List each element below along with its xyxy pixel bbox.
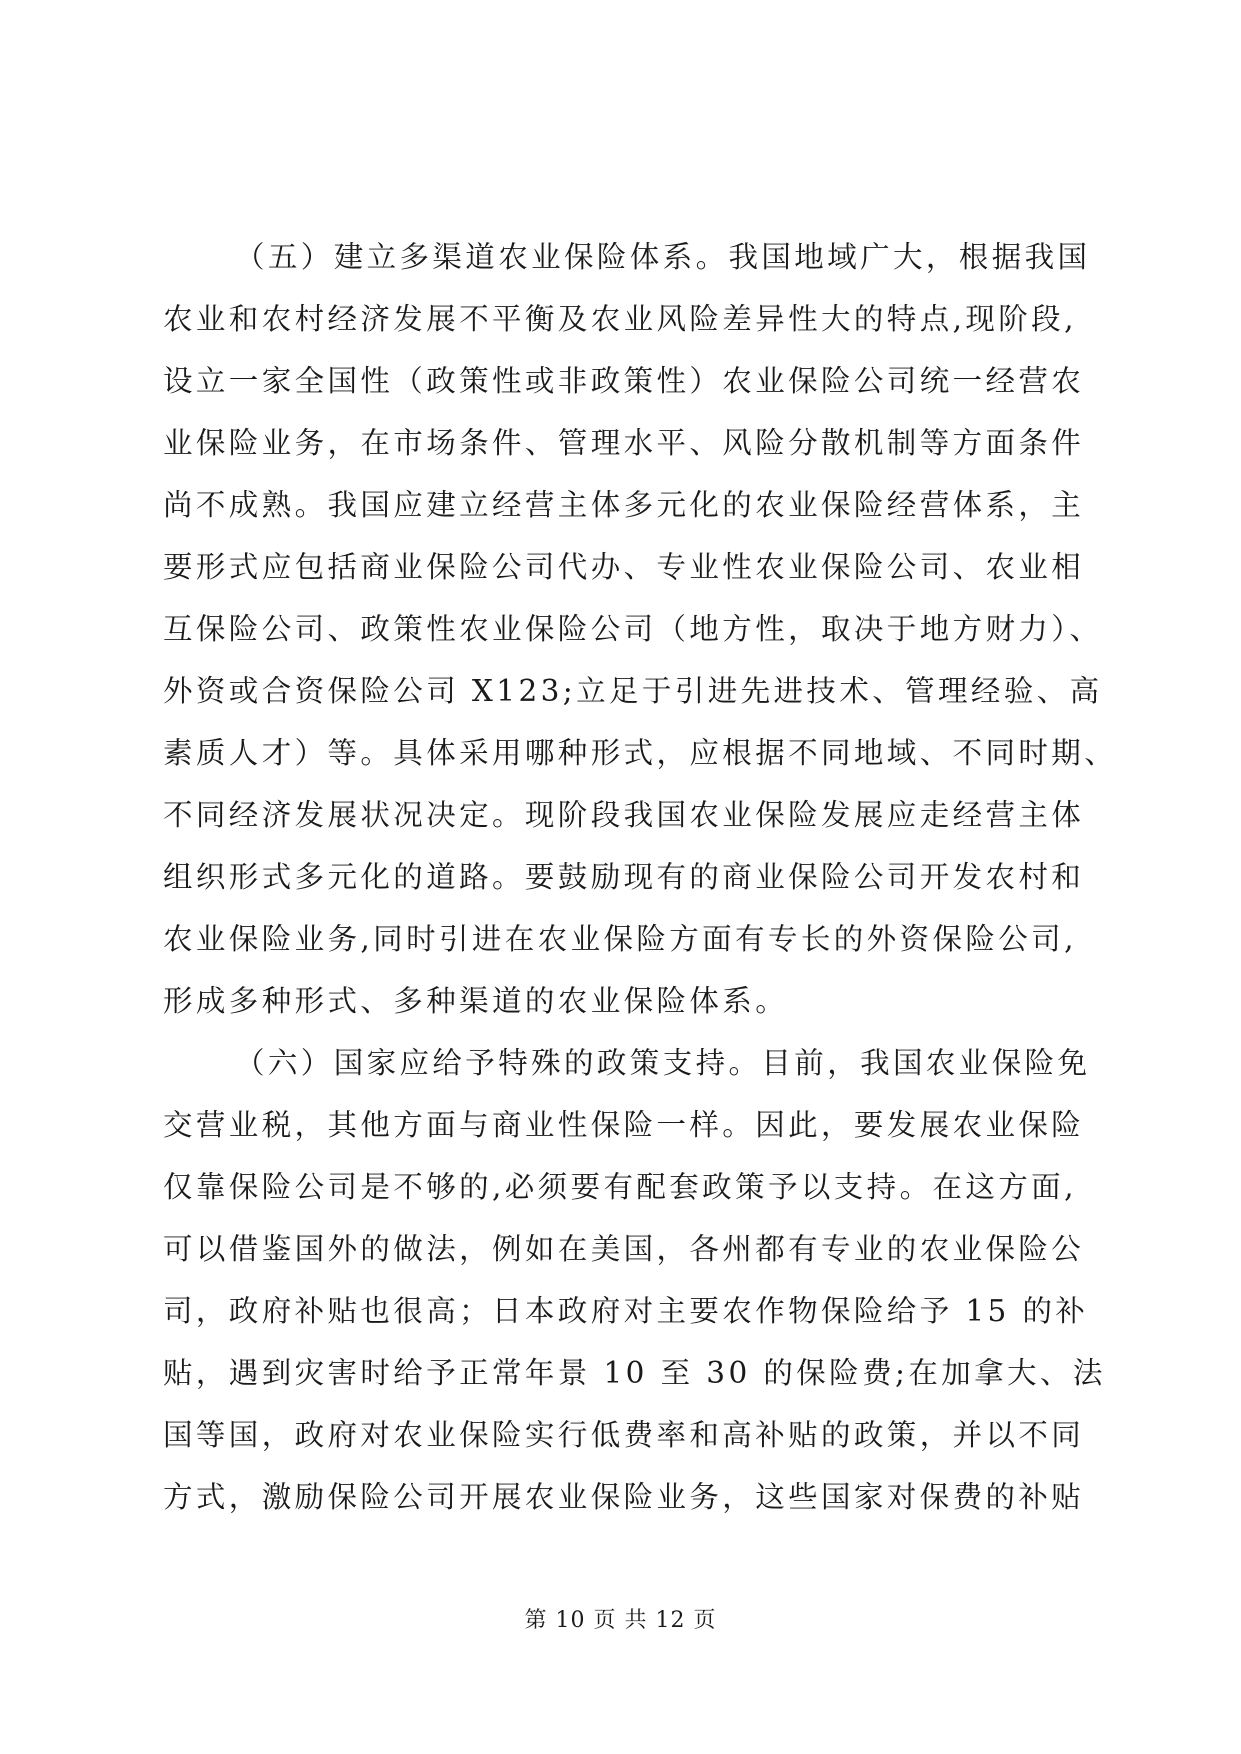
text-line: 国等国，政府对农业保险实行低费率和高补贴的政策，并以不同 — [163, 1418, 1085, 1452]
text-line: 司，政府补贴也很高；日本政府对主要农作物保险给予 15 的补 — [163, 1294, 1089, 1328]
text-line: 贴，遇到灾害时给予正常年景 10 至 30 的保险费;在加拿大、法 — [163, 1356, 1106, 1390]
text-line: 外资或合资保险公司 X123;立足于引进先进技术、管理经验、高 — [163, 674, 1103, 708]
text-line: 要形式应包括商业保险公司代办、专业性农业保险公司、农业相 — [163, 550, 1085, 584]
text-line: 素质人才）等。具体采用哪种形式，应根据不同地域、不同时期、 — [163, 736, 1118, 770]
text-line: 农业和农村经济发展不平衡及农业风险差异性大的特点,现阶段, — [163, 302, 1077, 336]
paragraph-section-six — [163, 1032, 1106, 1528]
document-body — [163, 226, 1118, 1528]
text-line: 交营业税，其他方面与商业性保险一样。因此，要发展农业保险 — [163, 1108, 1085, 1142]
text-line: 不同经济发展状况决定。现阶段我国农业保险发展应走经营主体 — [163, 798, 1085, 832]
page-footer — [0, 1606, 1241, 1636]
text-line: 仅靠保险公司是不够的,必须要有配套政策予以支持。在这方面, — [163, 1170, 1077, 1204]
text-line: 互保险公司、政策性农业保险公司（地方性，取决于地方财力）、 — [163, 612, 1103, 646]
text-line: 业保险业务，在市场条件、管理水平、风险分散机制等方面条件 — [163, 426, 1085, 460]
text-line: 形成多种形式、多种渠道的农业保险体系。 — [163, 984, 789, 1018]
text-line: （五）建立多渠道农业保险体系。我国地域广大，根据我国 — [235, 240, 1091, 274]
text-line: 农业保险业务,同时引进在农业保险方面有专长的外资保险公司, — [163, 922, 1077, 956]
page-number-label: 第 10 页 共 12 页 — [524, 1608, 717, 1633]
paragraph-section-five — [163, 226, 1118, 1032]
text-line: 尚不成熟。我国应建立经营主体多元化的农业保险经营体系，主 — [163, 488, 1085, 522]
text-line: 设立一家全国性（政策性或非政策性）农业保险公司统一经营农 — [163, 364, 1085, 398]
text-line: 可以借鉴国外的做法，例如在美国，各州都有专业的农业保险公 — [163, 1232, 1085, 1266]
text-line: （六）国家应给予特殊的政策支持。目前，我国农业保险免 — [235, 1046, 1091, 1080]
text-line: 方式，激励保险公司开展农业保险业务，这些国家对保费的补贴 — [163, 1480, 1085, 1514]
text-line: 组织形式多元化的道路。要鼓励现有的商业保险公司开发农村和 — [163, 860, 1085, 894]
